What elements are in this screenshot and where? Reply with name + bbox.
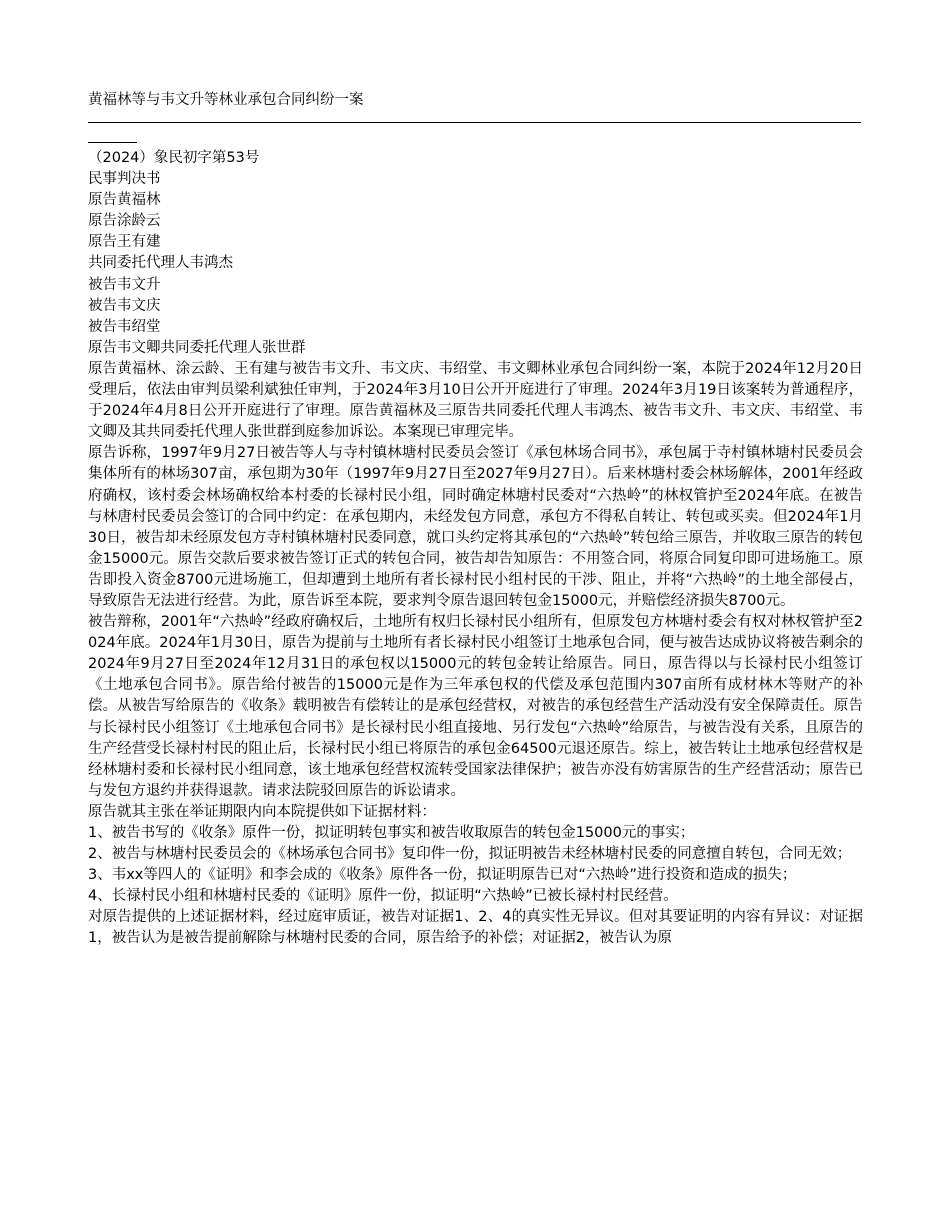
- plaintiff-claim-paragraph: 原告诉称，1997年9月27日被告等人与寺村镇林塘村民委员会签订《承包林场合同书》，承包属于寺村镇林塘村民委员会集体所有的林场307亩，承包期为30年（1997年9月27日至2027年9月27日）。后来林塘村委会林场解体，2001年经政府确权，该村委会林场确权给本村委的长禄村民小组，同时确定林塘村民委对“六热岭”的林权管护至2024年底。在被告与林唐村民委员会签订的合同中约定：在承包期内，未经发包方同意，承包方不得私自转让、转包或买卖。但2024年1月30日，被告却未经原发包方寺村镇林塘村民委同意，就口头约定将其承包的“六热岭”转包给三原告，并收取三原告的转包金15000元。原告交款后要求被告签订正式的转包合同，被告却告知原告：不用签合同，将原合同复印即可进场施工。原告即投入资金8700元进场施工，但却遭到土地所有者长禄村民小组村民的干涉、阻止，并将“六热岭”的土地全部侵占，导致原告无法进行经营。为此，原告诉至本院，要求判令原告退回转包金15000元，并赔偿经济损失8700元。: [88, 445, 863, 609]
- document-type: 民事判决书: [88, 171, 161, 188]
- defendant-defense-paragraph: 被告辩称，2001年“六热岭”经政府确权后，土地所有权归长禄村民小组所有，但原发包方林塘村委会有权对林权管护至2024年底。2024年1月30日，原告为提前与土地所有者长禄村民小组签订土地承包合同，便与被告达成协议将被告剩余的2024年9月27日至2024年12月31日的承包权以15000元的转包金转让给原告。同日，原告得以与长禄村民小组签订《土地承包合同书》。原告给付被告的15000元是作为三年承包权的代偿及承包范围内307亩所有成材林木等财产的补偿。从被告写给原告的《收条》载明被告有偿转让的是承包经营权，对被告的承包经营生产活动没有安全保障责任。原告与长禄村民小组签订《土地承包合同书》是长禄村民小组直接地、另行发包“六热岭”给原告，与被告没有关系，且原告的生产经营受长禄村村民的阻止后，长禄村民小组已将原告的承包金64500元退还原告。综上，被告转让土地承包经营权是经林塘村委和长禄村民小组同意，该土地承包经营权流转受国家法律保护；被告亦没有妨害原告的生产经营活动；原告已与发包方退约并获得退款。请求法院驳回原告的诉讼请求。: [88, 614, 863, 799]
- party-line: 原告黄福林: [88, 192, 161, 209]
- party-line: 原告韦文卿共同委托代理人张世群: [88, 339, 306, 356]
- evidence-item: 1、被告书写的《收条》原件一份，拟证明转包事实和被告收取原告的转包金15000元的事实；: [88, 825, 695, 841]
- document-title: 黄福林等与韦文升等林业承包合同纠纷一案: [88, 92, 364, 108]
- party-line: 共同委托代理人韦鸿杰: [88, 255, 233, 272]
- evidence-intro-paragraph: 原告就其主张在举证期限内向本院提供如下证据材料：: [88, 803, 436, 820]
- party-line: 原告王有建: [88, 234, 161, 251]
- short-divider: [88, 142, 137, 143]
- cross-examination-paragraph: 对原告提供的上述证据材料，经过庭审质证，被告对证据1、2、4的真实性无异议。但对其要证明的内容有异议：对证据1，被告认为是被告提前解除与林塘村民委的合同，原告给予的补偿；对证据2，被告认为原: [88, 909, 863, 947]
- title-divider: [88, 122, 861, 123]
- evidence-item: 3、韦xx等四人的《证明》和李会成的《收条》原件各一份，拟证明原告已对“六热岭”进行投资和造成的损失；: [88, 867, 797, 884]
- evidence-item: 2、被告与林塘村民委员会的《林场承包合同书》复印件一份，拟证明被告未经林塘村民委的同意擅自转包，合同无效；: [88, 846, 852, 863]
- party-line: 被告韦文庆: [88, 297, 161, 314]
- document-body: [88, 148, 863, 950]
- party-line: 原告涂龄云: [88, 213, 161, 230]
- party-line: 被告韦绍堂: [88, 318, 161, 335]
- party-line: 被告韦文升: [88, 276, 161, 293]
- evidence-item: 4、长禄村民小组和林塘村民委的《证明》原件一份，拟证明“六热岭”已被长禄村村民经营。: [88, 888, 678, 905]
- case-intro-paragraph: 原告黄福林、涂云龄、王有建与被告韦文升、韦文庆、韦绍堂、韦文卿林业承包合同纠纷一案，本院于2024年12月20日受理后，依法由审判员梁利斌独任审判，于2024年3月10日公开开庭进行了审理。2024年3月19日该案转为普通程序，于2024年4月8日公开开庭进行了审理。原告黄福林及三原告共同委托代理人韦鸿杰、被告韦文升、韦文庆、韦绍堂、韦文卿及其共同委托代理人张世群到庭参加诉讼。本案现已审理完毕。: [88, 360, 863, 441]
- case-number: （2024）象民初字第53号: [88, 150, 260, 166]
